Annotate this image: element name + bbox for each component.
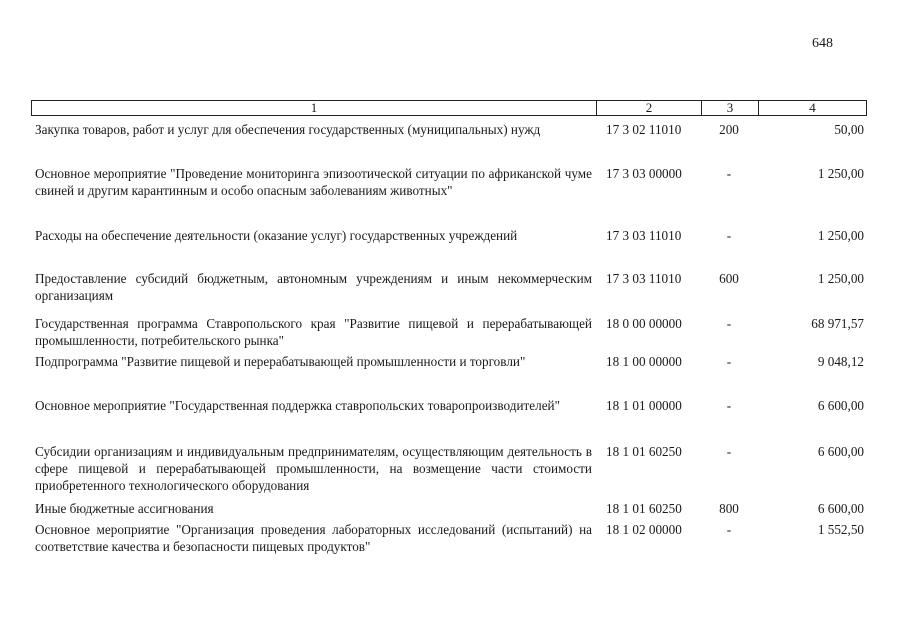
row-code: 17 3 02 11010 [606, 122, 682, 137]
row-expense-type: - [726, 228, 732, 243]
row-code: 17 3 03 11010 [606, 271, 682, 286]
row-description: Иные бюджетные ассигнования [35, 501, 214, 516]
table-header [31, 100, 867, 116]
row-description: Подпрограмма "Развитие пищевой и перерабатывающей промышленности и торговли" [35, 354, 526, 369]
row-expense-type: 600 [719, 271, 739, 286]
row-expense-type: 800 [719, 501, 739, 516]
row-description: Основное мероприятие "Организация проведения лабораторных исследований (испытаний) на соответствие качества и безопасности пищевых продуктов" [35, 522, 592, 554]
row-description: Субсидии организациям и индивидуальным предпринимателям, осуществляющим деятельность в сфере пищевой и перерабатывающей промышленности, на возмещение части стоимости приобретенного технологического оборудования [35, 444, 592, 493]
row-amount: 6 600,00 [817, 444, 864, 459]
row-expense-type: - [726, 398, 732, 413]
header-col-3: 3 [726, 100, 734, 115]
row-amount: 6 600,00 [817, 398, 864, 413]
row-amount: 1 250,00 [817, 271, 864, 286]
row-amount: 68 971,57 [811, 316, 864, 331]
header-col-2: 2 [645, 100, 653, 115]
header-col-4: 4 [809, 100, 816, 115]
row-description: Предоставление субсидий бюджетным, автономным учреждениям и иным некоммерческим организациям [35, 271, 592, 303]
row-expense-type: 200 [719, 122, 739, 137]
row-description: Закупка товаров, работ и услуг для обеспечения государственных (муниципальных) нужд [35, 122, 541, 137]
header-col-1: 1 [310, 100, 318, 115]
row-code: 18 0 00 00000 [606, 316, 682, 331]
row-description: Основное мероприятие "Государственная поддержка ставропольских товаропроизводителей" [35, 398, 560, 413]
row-description: Основное мероприятие "Проведение мониторинга эпизоотической ситуации по африканской чуме свиней и другим карантинным и особо опасным заболеваниям животных" [35, 166, 592, 198]
row-expense-type: - [726, 354, 732, 369]
row-amount: 9 048,12 [817, 354, 864, 369]
row-code: 18 1 00 00000 [606, 354, 682, 369]
row-amount: 6 600,00 [817, 501, 864, 516]
row-code: 18 1 01 60250 [606, 444, 682, 459]
row-code: 18 1 01 00000 [606, 398, 682, 413]
row-code: 18 1 01 60250 [606, 501, 682, 516]
row-amount: 1 552,50 [817, 522, 864, 537]
row-description: Расходы на обеспечение деятельности (оказание услуг) государственных учреждений [35, 228, 518, 243]
page-number: 648 [812, 36, 833, 51]
row-amount: 1 250,00 [817, 166, 864, 181]
row-code: 18 1 02 00000 [606, 522, 682, 537]
row-amount: 50,00 [834, 122, 864, 137]
row-expense-type: - [726, 316, 732, 331]
row-code: 17 3 03 00000 [606, 166, 682, 181]
row-expense-type: - [726, 444, 732, 459]
row-amount: 1 250,00 [817, 228, 864, 243]
row-expense-type: - [726, 522, 732, 537]
row-description: Государственная программа Ставропольского края "Развитие пищевой и перерабатывающей промышленности, потребительского рынка" [35, 316, 592, 348]
row-expense-type: - [726, 166, 732, 181]
row-code: 17 3 03 11010 [606, 228, 682, 243]
